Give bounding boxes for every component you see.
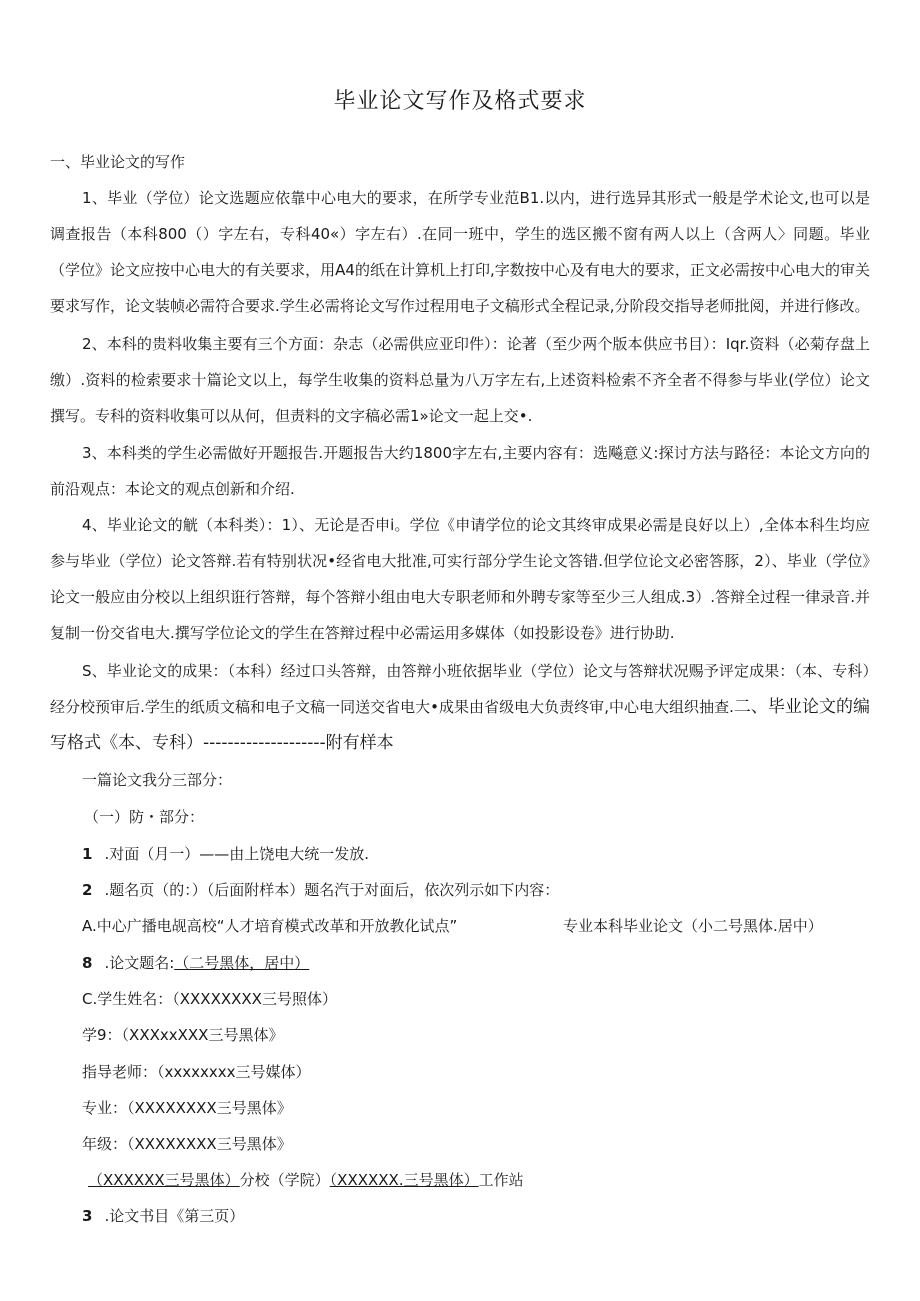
item-number: 8 — [82, 954, 93, 972]
item-toc-line — [82, 1205, 244, 1226]
intro-line: 一篇论文我分三部分： — [82, 771, 233, 789]
item-number: 3 — [82, 1207, 93, 1225]
section-heading-format: 二、毕业论文的编写格式《本、专科）--------------------附有样本 — [50, 697, 870, 753]
station-label: 工作站 — [478, 1171, 524, 1189]
item-number: 2 — [82, 881, 93, 899]
item-number: 1 — [82, 845, 93, 863]
item-label: .论文题名: — [104, 954, 175, 972]
advisor-line: 指导老师：（xxxxxxxx三号媒体） — [82, 1063, 311, 1081]
section-heading-writing: 一、毕业论文的写作 — [50, 153, 186, 171]
item-text: .题名页（的：）（后面附样本）题名汽于对面后，依次列示如下内容： — [104, 881, 560, 899]
item-text: .对面（月一）——由上饶电大统一发放. — [104, 845, 369, 863]
paragraph-proposal: 3、本科类的学生必需做好开题报告.开题报告大约1800字左右,主要内容有：选飚意义:探讨方法与路径：本论文方向的前沿观点：本论文的观点创新和介绍. — [50, 444, 870, 498]
document-title: 毕业论文写作及格式要求 — [333, 89, 587, 114]
part-one-line: （一）防・部分： — [84, 808, 205, 826]
item-title-page-line — [82, 879, 559, 900]
school-label: 分校（学院） — [239, 1171, 330, 1189]
student-number-line: 学9：（XXXxxXXX三号黑体》 — [82, 1026, 284, 1044]
grade-line: 年级：（XXXXXXXX三号黑体》 — [82, 1135, 292, 1153]
item-thesis-title-line — [82, 952, 309, 973]
school-name: （XXXXXX三号黑体） — [88, 1171, 240, 1189]
item-text: .论文书目《第三页） — [104, 1207, 245, 1225]
paragraph-results — [50, 653, 870, 761]
student-name-line: C.学生姓名：（XXXXXXXX三号照体） — [82, 990, 337, 1008]
paragraph-defense: 4、毕业论文的觥（本科类）：1）、无论是否申i。学位《申请学位的论文其终审成果必需是良好以上）,全体本科生均应参与毕业（学位）论文答辩.若有特别状况•经省电大批准,可实行部分学生论文答错.但学位论文必密答豚，2）、毕业（学位》论文一般应由分校以上组织诳行答辩，每个答辩小组由电大专职老师和外聘专家等至少三人组成.3）.答辩全过程一律录音.并复制一份交省电大.撰写学位论文的学生在答辩过程中必需运用多媒体（如投影设卷》进行协助. — [50, 516, 870, 642]
station-name: （XXXXXX.三号黑体） — [329, 1171, 479, 1189]
paragraph-materials: 2、本科的贵料收集主要有三个方面：杂志（必需供应亚印件）：论著（至少两个版本供应书目）：Iqr.资料（必菊存盘上缴）.资料的检索要求十篇论文以上，每学生收集的资料总量为八万字左右,上述资料检索不齐全者不得参与毕业(学位）论文撰写。专科的资料收集可以从何，但责料的文字稿必需1»论文一起上交•. — [50, 335, 870, 425]
paragraph-topic-selection: 1、毕业（学位）论文选题应依靠中心电大的要求，在所学专业范B1.以内，进行选异其形式一般是学术论文,也可以是调查报告（本科800（）字左右，专科40«）字左右）.在同一班中，学生的选区搬不窗有两人以上（含两人〉同题。毕业（学位》论文应按中心电大的有关要求，用A4的纸在计算机上打印,字数按中心及有电大的要求，正文必需按中心电大的审关要求写作，论文装帧必需符合要求.学生必需将论文写作过程用电子文稿形式全程记录,分阶段交指导老师批阅，并进行修改。 — [50, 189, 870, 315]
item-a-right-line: 专业本科毕业论文（小二号黑体.居中） — [563, 917, 823, 935]
item-cover-line — [82, 843, 369, 864]
school-line — [88, 1169, 524, 1190]
major-line: 专业：（XXXXXXXX三号黑体》 — [82, 1099, 292, 1117]
item-value: （二号黑体，居中） — [174, 954, 310, 972]
item-a-line: A.中心广播电觇高校“人才培育模式改革和开放教化试点” — [82, 917, 458, 935]
results-text: S、毕业论文的成果：（本科）经过口头答辩，由答辩小班依据毕业（学位）论文与答辩状况赐予评定成果：（本、专科）经分校预审后.学生的纸质文稿和电子文稿一同送交省电大•成果由省级电大负责终审,中心电大组织抽查. — [50, 662, 870, 716]
